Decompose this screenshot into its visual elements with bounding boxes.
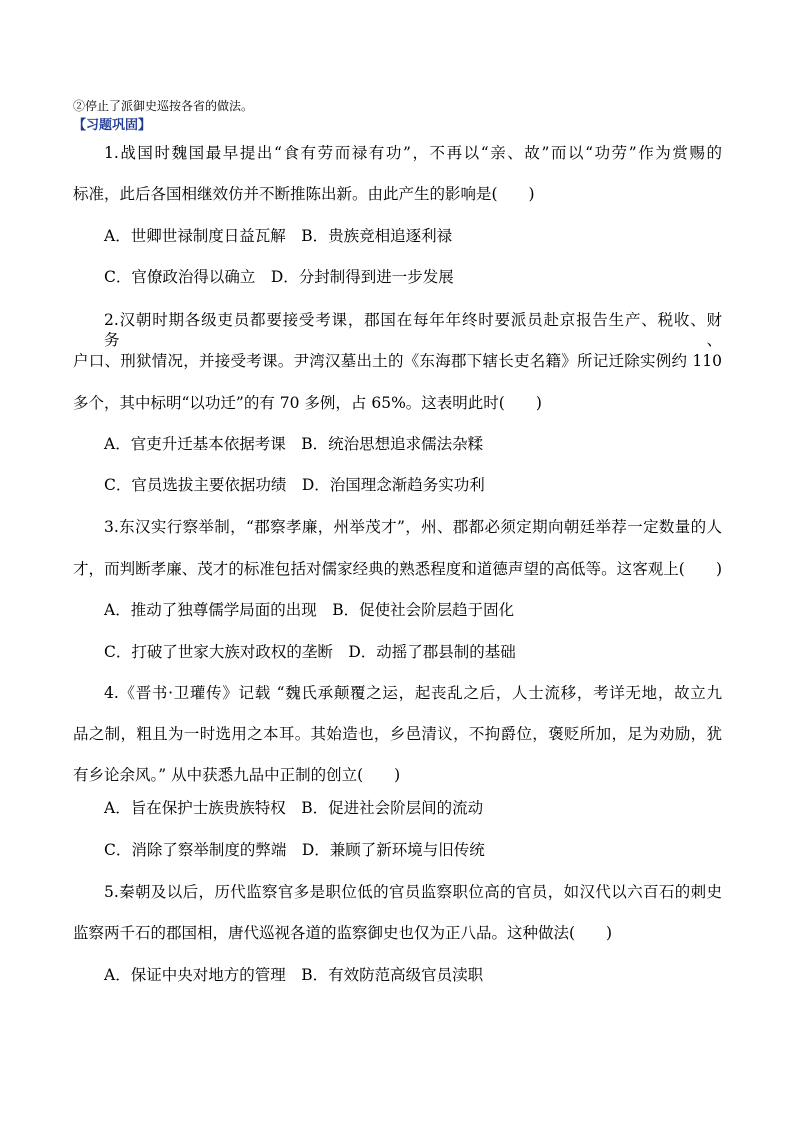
question-3-options-2: C．打破了世家大族对政权的垄断 D．动摇了郡县制的基础	[104, 643, 516, 661]
question-5-options-1: A．保证中央对地方的管理 B．有效防范高级官员渎职	[104, 966, 484, 984]
section-heading: 【习题巩固】	[73, 118, 152, 133]
question-5-line-1: 5.秦朝及以后，历代监察官多是职位低的官员监察职位高的官员，如汉代以六百石的刺史	[104, 883, 722, 901]
question-3-line-1: 3.东汉实行察举制，“郡察孝廉，州举茂才”，州、郡都必须定期向朝廷举荐一定数量的人	[104, 518, 722, 536]
question-1-options-1: A．世卿世禄制度日益瓦解 B．贵族竞相追逐利禄	[104, 227, 453, 245]
question-2-line-1: 2.汉朝时期各级吏员都要接受考课，郡国在每年年终时要派员赴京报告生产、税收、财务、	[104, 311, 722, 349]
intro-line: ②停止了派御史巡按各省的做法。	[73, 99, 254, 113]
question-2-line-2: 户口、刑狱情况，并接受考课。尹湾汉墓出土的《东海郡下辖长吏名籍》所记迁除实例约 110	[73, 352, 722, 370]
question-2-options-1: A．官吏升迁基本依据考课 B．统治思想追求儒法杂糅	[104, 435, 484, 453]
question-3-line-2: 才，而判断孝廉、茂才的标准包括对儒家经典的熟悉程度和道德声望的高低等。这客观上( )	[73, 560, 722, 578]
question-4-options-1: A．旨在保护士族贵族特权 B．促进社会阶层间的流动	[104, 799, 484, 817]
question-1-line-2: 标准，此后各国相继效仿并不断推陈出新。由此产生的影响是( )	[73, 185, 535, 203]
question-5-line-2: 监察两千石的郡国相，唐代巡视各道的监察御史也仅为正八品。这种做法( )	[73, 924, 613, 942]
question-4-line-1: 4.《晋书·卫瓘传》记载 “魏氏承颠覆之运，起丧乱之后，人士流移，考详无地，故立九	[104, 684, 722, 702]
question-4-line-2: 品之制，粗且为一时选用之本耳。其始造也，乡邑清议，不拘爵位，褒贬所加，足为劝励，犹	[73, 725, 722, 743]
question-1-options-2: C．官僚政治得以确立 D．分封制得到进一步发展	[104, 268, 454, 286]
question-2-line-3: 多个，其中标明“以功迁”的有 70 多例，占 65%。这表明此时( )	[73, 394, 542, 412]
question-1-line-1: 1.战国时魏国最早提出“食有劳而禄有功”，不再以“亲、故”而以“功劳”作为赏赐的	[104, 144, 722, 162]
question-4-line-3: 有乡论余风。” 从中获悉九品中正制的创立( )	[73, 766, 401, 784]
question-4-options-2: C．消除了察举制度的弊端 D．兼顾了新环境与旧传统	[104, 841, 485, 859]
question-3-options-1: A．推动了独尊儒学局面的出现 B．促使社会阶层趋于固化	[104, 601, 515, 619]
question-2-options-2: C．官员选拔主要依据功绩 D．治国理念渐趋务实功利	[104, 476, 485, 494]
